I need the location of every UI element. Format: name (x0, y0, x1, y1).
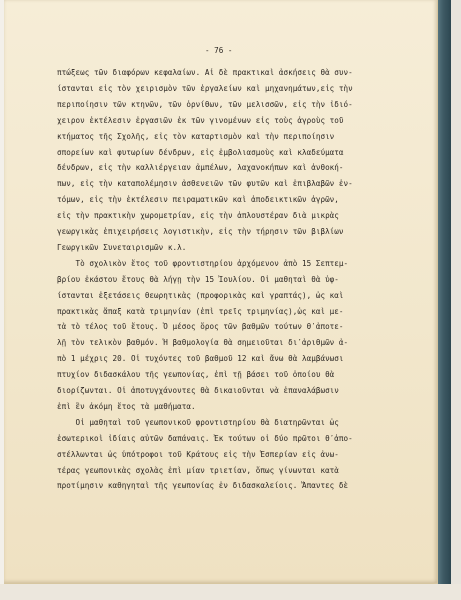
text-line: πρακτικὰς ἅπαξ κατὰ τριμηνίαν (ἐπὶ τρεῖς τριμηνίας),ὡς καὶ με- (57, 306, 344, 316)
text-line: πὸ 1 μέχρις 20. Οἱ τυχόντες τοῦ βαθμοῦ 12 καὶ ἄνω θὰ λαμβάνωσι (57, 354, 344, 364)
text-line: Οἱ μαθηταὶ τοῦ γεωπονικοῦ φροντιστηρίου θὰ διατηρῶνται ὡς (57, 417, 339, 427)
text-line: Γεωργικῶν Συνεταιρισμῶν κ.λ. (57, 242, 187, 252)
text-line: πτυχίον διδασκάλου τῆς γεωπονίας, ἐπὶ τῇ βάσει τοῦ ὁποίου θὰ (57, 370, 335, 380)
text-line: γεωργικὰς ἐπιχειρήσεις λογιστικὴν, εἰς τὴν τήρησιν τῶν βιβλίων (57, 227, 344, 236)
text-line: Τὸ σχολικὸν ἔτος τοῦ φροντιστηρίου ἀρχόμενον ἀπὸ 15 Σεπτεμ- (57, 258, 349, 268)
text-line: τέρας γεωπονικὰς σχολὰς ἐπὶ μίαν τριετίαν, ὅπως γίνωνται κατὰ (57, 465, 339, 475)
text-line: ἐσωτερικοὶ ἰδίαις αὐτῶν δαπάναις. Ἐκ τούτων οἱ δύο πρῶτοι θ᾽ἀπο- (57, 433, 353, 443)
scan-margin-bottom (0, 584, 461, 600)
text-line: δένδρων, εἰς τὴν καλλιέργειαν ἀμπέλων, λαχανοκήπων καὶ ἀνθοκή- (57, 163, 344, 173)
text-line: πων, εἰς τὴν καταπολέμησιν ἀσθενειῶν τῶν φυτῶν καὶ ἐπιβλαβῶν ἐν- (57, 179, 353, 189)
text-line: τόμων, εἰς τὴν ἐκτέλεσιν πειραματικῶν καὶ ἀποδεικτικῶν ἀγρῶν, (57, 195, 339, 205)
text-line: στέλλωνται ὡς ὑπότροφοι τοῦ Κράτους εἰς τὴν Ἑσπερίαν εἰς ἀνω- (57, 449, 339, 459)
text-line: ίστανται ἐξετάσεις θεωρητικὰς (προφορικὰς καὶ γραπτάς), ὡς καὶ (57, 290, 344, 300)
text-line: περιποίησιν τῶν κτηνῶν, τῶν ὀρνίθων, τῶν μελισσῶν, εἰς τὴν ἰδιό- (57, 99, 353, 109)
book-binding (437, 0, 451, 584)
page-number: - 76 - (205, 46, 233, 55)
text-line: χειρον ἐκτέλεσιν ἐργασιῶν ἐκ τῶν γινομένων εἰς τοὺς ἀγροὺς τοῦ (57, 115, 344, 125)
text-line: κτήματος τῆς Σχολῆς, εἰς τὸν καταρτισμὸν καὶ τὴν περιποίησιν (57, 131, 335, 141)
scan-margin-right (451, 0, 461, 600)
text-line: πτώξεως τῶν διαφόρων κεφαλαίων. Αἱ δὲ πρακτικαὶ ἀσκήσεις θὰ συν- (57, 68, 353, 77)
text-line: εἰς τὴν πρακτικὴν χωρομετρίαν, εἰς τὴν ἁπλουστέραν διὰ μικρὰς (57, 211, 339, 221)
text-line: ίστανται εἰς τὸν χειρισμὸν τῶν ἐργαλείων καὶ μηχανημάτων,εἰς τὴν (57, 83, 353, 93)
text-line: βρίου ἑκάστου ἔτους θὰ λήγῃ τὴν 15 Ἰουλίου. Οἱ μαθηταὶ θὰ ὑφ- (57, 274, 339, 284)
text-line: σπορείων καὶ φυτωρίων δένδρων, εἰς ἐμβολιασμοὺς καὶ κλαδεύματα (57, 147, 344, 157)
text-line: λῇ τὸν τελικὸν βαθμόν. Ἡ βαθμολογία θὰ σημειοῦται δι᾽ἀριθμῶν ἀ- (57, 338, 349, 348)
text-line: ἐπὶ ἓν ἀκόμη ἔτος τὰ μαθήματα. (57, 401, 196, 411)
text-line: τὰ τὸ τέλος τοῦ ἔτους. Ὁ μέσος ὅρος τῶν βαθμῶν τούτων θ᾽ἀποτε- (57, 322, 344, 332)
text-line: διορίζωνται. Οἱ ἀποτυγχάνοντες θὰ δικαιοῦνται νὰ ἐπαναλάβωσιν (57, 386, 339, 395)
text-line: προτίμησιν καθηγηταὶ τῆς γεωπονίας ἐν διδασκαλείοις. Ἅπαντες δὲ (57, 481, 349, 491)
